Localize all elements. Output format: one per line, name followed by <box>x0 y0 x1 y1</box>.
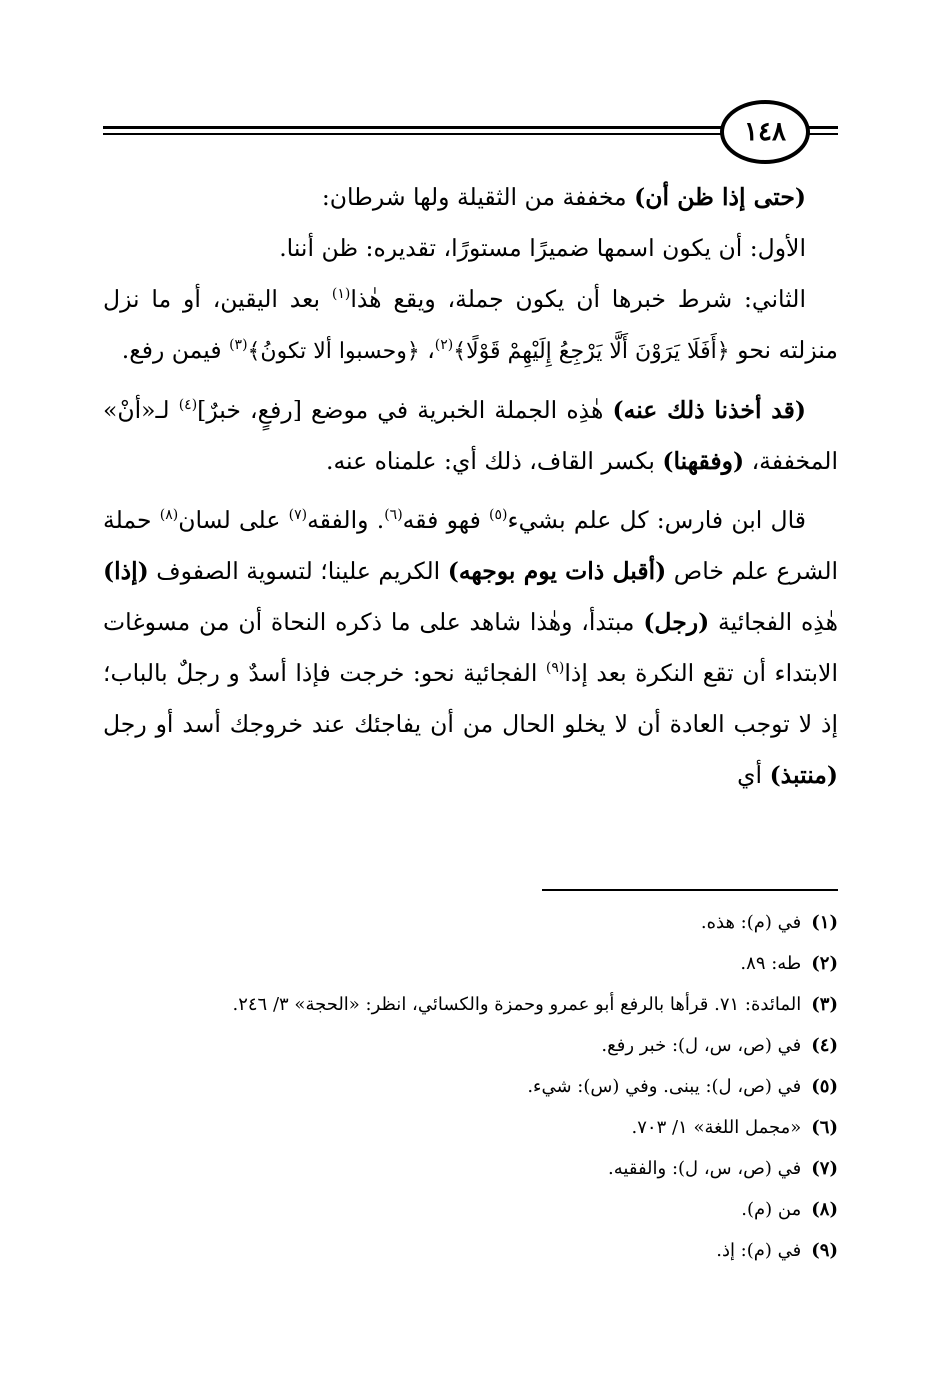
footnote-number: (٩) <box>811 1240 838 1261</box>
body-text <box>103 172 838 801</box>
quran-quote: ﴿أَفَلَا يَرَوْنَ أَلَّا يَرْجِعُ إِلَيْهِمْ قَوْلًا﴾ <box>453 339 730 364</box>
text-run: هٰذِه الجملة الخبرية في موضع [رفعٍ، خبرٌ] <box>197 396 613 424</box>
footnote-ref: (٧) <box>288 507 308 524</box>
text-run: قال ابن فارس: كل علم بشيء <box>507 506 806 534</box>
footnote-text: في (م): هذه. <box>700 912 802 933</box>
footnote-ref: (٦) <box>384 507 403 524</box>
footnote-number: (٢) <box>811 953 838 974</box>
text-run: حملة الشرع علم خاص <box>103 506 839 585</box>
paragraph-3 <box>103 274 838 377</box>
footnote-ref: (٣) <box>229 337 248 354</box>
text-run: فيمن رفع. <box>121 336 230 364</box>
text-run: الفجائية نحو: خرجت فإذا أسدٌ و رجلٌ بالباب؛ إذ لا توجب العادة أن لا يخلو الحال من أن يفاجئك عند خروجك أسد أو رجل <box>103 659 838 738</box>
footnote-item <box>103 1230 838 1271</box>
text-run: الأول: أن يكون اسمها ضميرًا مستورًا، تقديره: ظن أننا. <box>279 234 806 262</box>
footnote-number: (٤) <box>811 1035 838 1056</box>
footnote-text: من (م). <box>741 1199 802 1220</box>
bold-phrase: (قد أخذنا ذلك عنه) <box>612 396 806 424</box>
quran-quote: ﴿وحسبوا ألا تكونُ﴾ <box>247 339 420 364</box>
page-number: ١٤٨ <box>744 117 786 147</box>
page-number-badge <box>720 100 810 164</box>
text-run: بكسر القاف، ذلك أي: علمناه عنه. <box>325 447 663 475</box>
paragraph-1 <box>103 172 838 223</box>
bold-phrase: (وفقهنا) <box>662 447 745 475</box>
text-run: . والفقه <box>307 506 385 534</box>
footnote-ref: (٤) <box>178 397 198 414</box>
footnote-text: المائدة: ٧١. قرأها بالرفع أبو عمرو وحمزة والكسائي، انظر: «الحجة» ٣/ ٢٤٦. <box>232 994 802 1015</box>
footnote-item <box>103 1107 838 1148</box>
footnote-text: في (ص، ل): يبنى. وفي (س): شيء. <box>527 1076 802 1097</box>
bold-phrase: (منتبذ) <box>769 761 838 789</box>
text-run: لـ«أنْ» المخففة، <box>103 396 838 475</box>
footnote-item <box>103 943 838 984</box>
footnote-number: (٦) <box>811 1117 838 1138</box>
footnote-number: (٣) <box>811 994 838 1015</box>
bold-phrase: (رجل) <box>643 608 710 636</box>
text-run: الكريم علينا؛ لتسوية الصفوف <box>148 557 448 585</box>
footnote-ref: (٨) <box>159 507 179 524</box>
footnote-text: في (ص، س، ل): والفقيه. <box>608 1158 802 1179</box>
footnote-item <box>103 1066 838 1107</box>
bold-phrase: (أقبل ذات يوم بوجهه) <box>447 557 667 585</box>
footnote-ref: (١) <box>331 286 351 303</box>
footnote-number: (١) <box>811 912 838 933</box>
text-run: مبتدأ، وهٰذا شاهد على ما ذكره النحاة أن من مسوغات الابتداء أن تقع النكرة بعد إذا <box>103 608 838 687</box>
footnote-number: (٨) <box>811 1199 838 1220</box>
footnote-item <box>103 1025 838 1066</box>
text-run: مخففة من الثقيلة ولها شرطان: <box>321 183 635 211</box>
footnote-ref: (٢) <box>434 337 454 354</box>
footnote-text: في (م): إذ. <box>716 1240 802 1261</box>
paragraph-4 <box>103 385 838 487</box>
footnote-ref: (٩) <box>545 660 565 677</box>
footnote-separator <box>542 889 838 891</box>
footnote-number: (٧) <box>811 1158 838 1179</box>
paragraph-2 <box>103 223 838 274</box>
text-run: بعد اليقين، أو ما نزل منزلته نحو <box>103 285 838 364</box>
text-run: هٰذِه الفجائية <box>709 608 838 636</box>
footnote-item <box>103 984 838 1025</box>
footnote-item <box>103 1148 838 1189</box>
footnotes <box>103 902 838 1271</box>
footnote-ref: (٥) <box>489 507 508 524</box>
bold-phrase: (إذا) <box>103 557 149 585</box>
text-run: فهو فقه <box>402 506 490 534</box>
footnote-item <box>103 1189 838 1230</box>
bold-phrase: (حتى إذا ظن أن) <box>634 183 806 211</box>
footnote-text: في (ص، س، ل): خبر رفع. <box>601 1035 802 1056</box>
paragraph-5 <box>103 495 838 801</box>
text-run: أي <box>737 761 770 789</box>
text-run: الثاني: شرط خبرها أن يكون جملة، ويقع هٰذا <box>350 285 806 313</box>
text-run: ، <box>419 336 435 364</box>
text-run: على لسان <box>178 506 289 534</box>
footnote-text: طه: ٨٩. <box>740 953 802 974</box>
footnote-text: «مجمل اللغة» ١/ ٧٠٣. <box>631 1117 802 1138</box>
footnote-number: (٥) <box>811 1076 838 1097</box>
footnote-item <box>103 902 838 943</box>
